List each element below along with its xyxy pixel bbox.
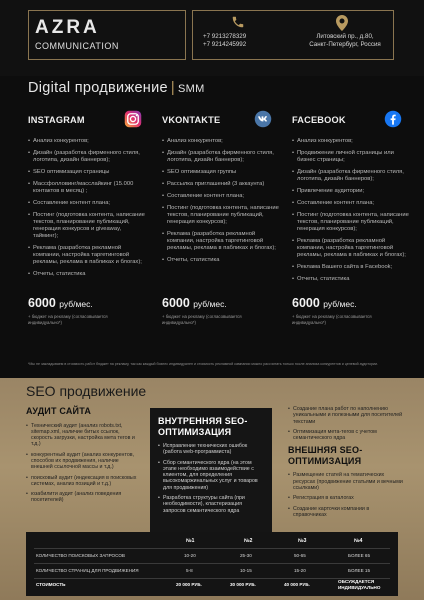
table-header: №2 xyxy=(244,538,253,544)
cell: 20 000 РУБ. xyxy=(176,582,202,587)
audit-title: АУДИТ САЙТА xyxy=(26,406,92,416)
digital-title-text: Digital продвижение xyxy=(28,80,168,96)
table-row xyxy=(26,550,398,562)
service-list xyxy=(292,138,410,283)
list-item: • SEO оптимизация группы xyxy=(162,169,280,176)
seo-price-table xyxy=(26,532,398,596)
price-value: 6000 xyxy=(162,296,190,310)
list-item: • Реклама (разработка рекламной компании, настройка таргетинговой рекламы, реклама в пабликах и блогах); xyxy=(28,245,146,266)
table-header-row xyxy=(26,535,398,547)
list-item: • Рассылка приглашений (3 аккаунта) xyxy=(162,181,280,188)
table-row xyxy=(26,565,398,577)
cell: БОЛЕЕ 15 xyxy=(348,568,371,573)
list-item: • Отчеты, статистика xyxy=(162,257,280,264)
row-label: СТОИМОСТЬ xyxy=(36,582,66,587)
price-note: + бюджет на рекламу (согласовывается индивидуально*) xyxy=(28,314,108,325)
list-item: • Постинг (подготовка контента, написание текстов, планирование публикаций, генерация конкурсов); xyxy=(162,205,280,226)
list-item: • Создание плана работ по наполнению уникальными и полезными для посетителей текстами xyxy=(288,406,404,425)
seo-section-title: SEO продвижение xyxy=(26,383,147,399)
list-item: • Дизайн (разработка фирменного стиля, логотипа, дизайн баннеров); xyxy=(162,150,280,164)
row-label: КОЛИЧЕСТВО СТРАНИЦ ДЛЯ ПРОДВИЖЕНИЯ xyxy=(36,568,139,573)
address-line-2: Санкт-Петербург, Россия xyxy=(309,41,381,48)
cell: ОБСУЖДАЕТСЯ ИНДИВИДУАЛЬНО xyxy=(338,579,381,590)
internal-list xyxy=(158,443,264,514)
list-item: • Дизайн (разработка фирменного стиля, логотипа, дизайн баннеров); xyxy=(28,150,146,164)
service-list xyxy=(162,138,280,264)
column-facebook xyxy=(292,110,410,325)
cell: 50-65 xyxy=(294,553,306,558)
list-item: • Продвижение личной страницы или бизнес страницы; xyxy=(292,150,410,164)
column-instagram xyxy=(28,110,146,325)
list-item: • конкурентный аудит (анализ конкурентов, способов их продвижения, наличие внешней ссылочной массы и т.д.) xyxy=(26,452,138,471)
price-value: 6000 xyxy=(292,296,320,310)
list-item: • Технический аудит (анализ robots.txt, sitemap.xml, наличие битых ссылок, скорость загрузки, настройка мета тегов и т.д.) xyxy=(26,423,138,448)
cell: 25-30 xyxy=(240,553,252,558)
table-row-price xyxy=(26,579,398,591)
list-item: • поисковый аудит (индексация в поисковых системах, анализ позиций и т.д.) xyxy=(26,475,138,488)
phone-numbers[interactable] xyxy=(203,33,246,49)
content-plan-list xyxy=(288,406,404,441)
cell: 5-8 xyxy=(186,568,193,573)
address xyxy=(299,33,391,49)
list-item: • Разработка структуры сайта (при необходимости), кластеризация запросов семантического ядра xyxy=(158,495,264,514)
footnote: *Мы не закладываем в стоимость работ бюджет на рекламу, так как каждый бизнес индивидуален и стоимость рекламной кампании можно рассчитать только после анализа конкурентов и целевой аудитории. xyxy=(28,362,379,366)
table-divider xyxy=(34,548,390,549)
price-note: + бюджет на рекламу (согласовывается индивидуально*) xyxy=(292,314,372,325)
list-item: • Массфолловинг/масслайкинг (15.000 контактов в месяц) ; xyxy=(28,181,146,195)
list-item: • Анализ конкурентов; xyxy=(28,138,146,145)
internal-title: ВНУТРЕННЯЯ SEO-ОПТИМИЗАЦИЯ xyxy=(158,416,248,437)
price-note: + бюджет на рекламу (согласовывается индивидуально*) xyxy=(162,314,242,325)
cell: 10-20 xyxy=(184,553,196,558)
list-item: • SEO оптимизация страницы xyxy=(28,169,146,176)
external-list xyxy=(288,472,404,518)
price-unit: руб/мес. xyxy=(59,299,93,309)
list-item: • Создание карточки компании в справочниках xyxy=(288,506,404,519)
digital-section-title xyxy=(28,80,205,96)
list-item: • Оптимизация мета-тегов с учетом семантического ядра xyxy=(288,429,404,442)
list-item: • Составление контент плана; xyxy=(292,200,410,207)
phone-2[interactable]: +7 9214245992 xyxy=(203,41,247,48)
column-title: FACEBOOK xyxy=(292,115,346,125)
list-item: • Постинг (подготовка контента, написание текстов, планирование публикаций, генерация конкурсов и giveaway, тайминг); xyxy=(28,212,146,240)
contact-box xyxy=(192,10,394,60)
table-header: №3 xyxy=(298,538,307,544)
logo[interactable] xyxy=(28,10,186,60)
price xyxy=(162,296,227,310)
list-item: • Постинг (подготовка контента, написание текстов, планирование публикаций, генерация конкурсов); xyxy=(292,212,410,233)
address-line-1: Литовский пр., д.80, xyxy=(316,33,374,40)
price-value: 6000 xyxy=(28,296,56,310)
list-item: • Размещение статей на тематических ресурсах (продвижение статьями и вечными ссылками) xyxy=(288,472,404,491)
header xyxy=(0,0,424,76)
service-list xyxy=(28,138,146,278)
row-label: КОЛИЧЕСТВО ПОИСКОВЫХ ЗАПРОСОВ xyxy=(36,553,125,558)
vk-icon[interactable] xyxy=(254,110,272,128)
list-item: • Отчеты, статистика xyxy=(28,271,146,278)
table-header: №1 xyxy=(186,538,195,544)
list-item: • Анализ конкурентов; xyxy=(292,138,410,145)
brand-name: AZRA xyxy=(35,17,100,38)
cell: БОЛЕЕ 65 xyxy=(348,553,371,558)
list-item: • Регистрация в каталогах xyxy=(288,495,404,501)
list-item: • Привлечение аудитории; xyxy=(292,188,410,195)
column-title: VKONTAKTE xyxy=(162,115,221,125)
price xyxy=(292,296,357,310)
price-unit: руб/мес. xyxy=(193,299,227,309)
table-header: №4 xyxy=(354,538,363,544)
list-item: • Дизайн (разработка фирменного стиля, логотипа, дизайн баннеров); xyxy=(292,169,410,183)
list-item: • Исправление технических ошибок (работа web-программиста) xyxy=(158,443,264,456)
list-item: • юзабилити аудит (анализ поведения посетителей) xyxy=(26,491,138,504)
audit-column xyxy=(26,406,138,508)
list-item: • Реклама Вашего сайта в Facebook; xyxy=(292,264,410,271)
list-item: • Реклама (разработка рекламной компании, настройка таргетинговой рекламы, реклама в пабликах и блогах); xyxy=(292,238,410,259)
title-separator: | xyxy=(170,80,175,96)
facebook-icon[interactable] xyxy=(384,110,402,128)
digital-title-tag: SMM xyxy=(177,83,205,95)
cell: 40 000 РУБ. xyxy=(284,582,310,587)
column-title: INSTAGRAM xyxy=(28,115,85,125)
audit-list xyxy=(26,423,138,504)
price-unit: руб/мес. xyxy=(323,299,357,309)
list-item: • Составление контент плана; xyxy=(162,193,280,200)
list-item: • Сбор семантического ядра (на этом этапе необходимо взаимодействие с клиентом, для определения высокомаржинальных услуг и товаров для продвижения) xyxy=(158,460,264,491)
list-item: • Анализ конкурентов; xyxy=(162,138,280,145)
external-optimization-column xyxy=(288,406,404,522)
list-item: • Отчеты, статистика xyxy=(292,276,410,283)
cell: 30 000 РУБ. xyxy=(230,582,256,587)
table-divider xyxy=(34,563,390,564)
cell: 15-20 xyxy=(294,568,306,573)
price xyxy=(28,296,93,310)
location-pin-icon xyxy=(336,15,348,31)
column-vkontakte xyxy=(162,110,280,325)
brand-subtitle: COMMUNICATION xyxy=(35,41,119,51)
cell: 10-15 xyxy=(240,568,252,573)
external-title: ВНЕШНЯЯ SEO-ОПТИМИЗАЦИЯ xyxy=(288,445,363,466)
phone-1[interactable]: +7 9213278329 xyxy=(203,33,247,40)
phone-icon xyxy=(231,15,245,29)
list-item: • Составление контент плана; xyxy=(28,200,146,207)
list-item: • Реклама (разработка рекламной компании, настройка таргетинговой рекламы, реклама в пабликах и блогах); xyxy=(162,231,280,252)
instagram-icon[interactable] xyxy=(124,110,142,128)
